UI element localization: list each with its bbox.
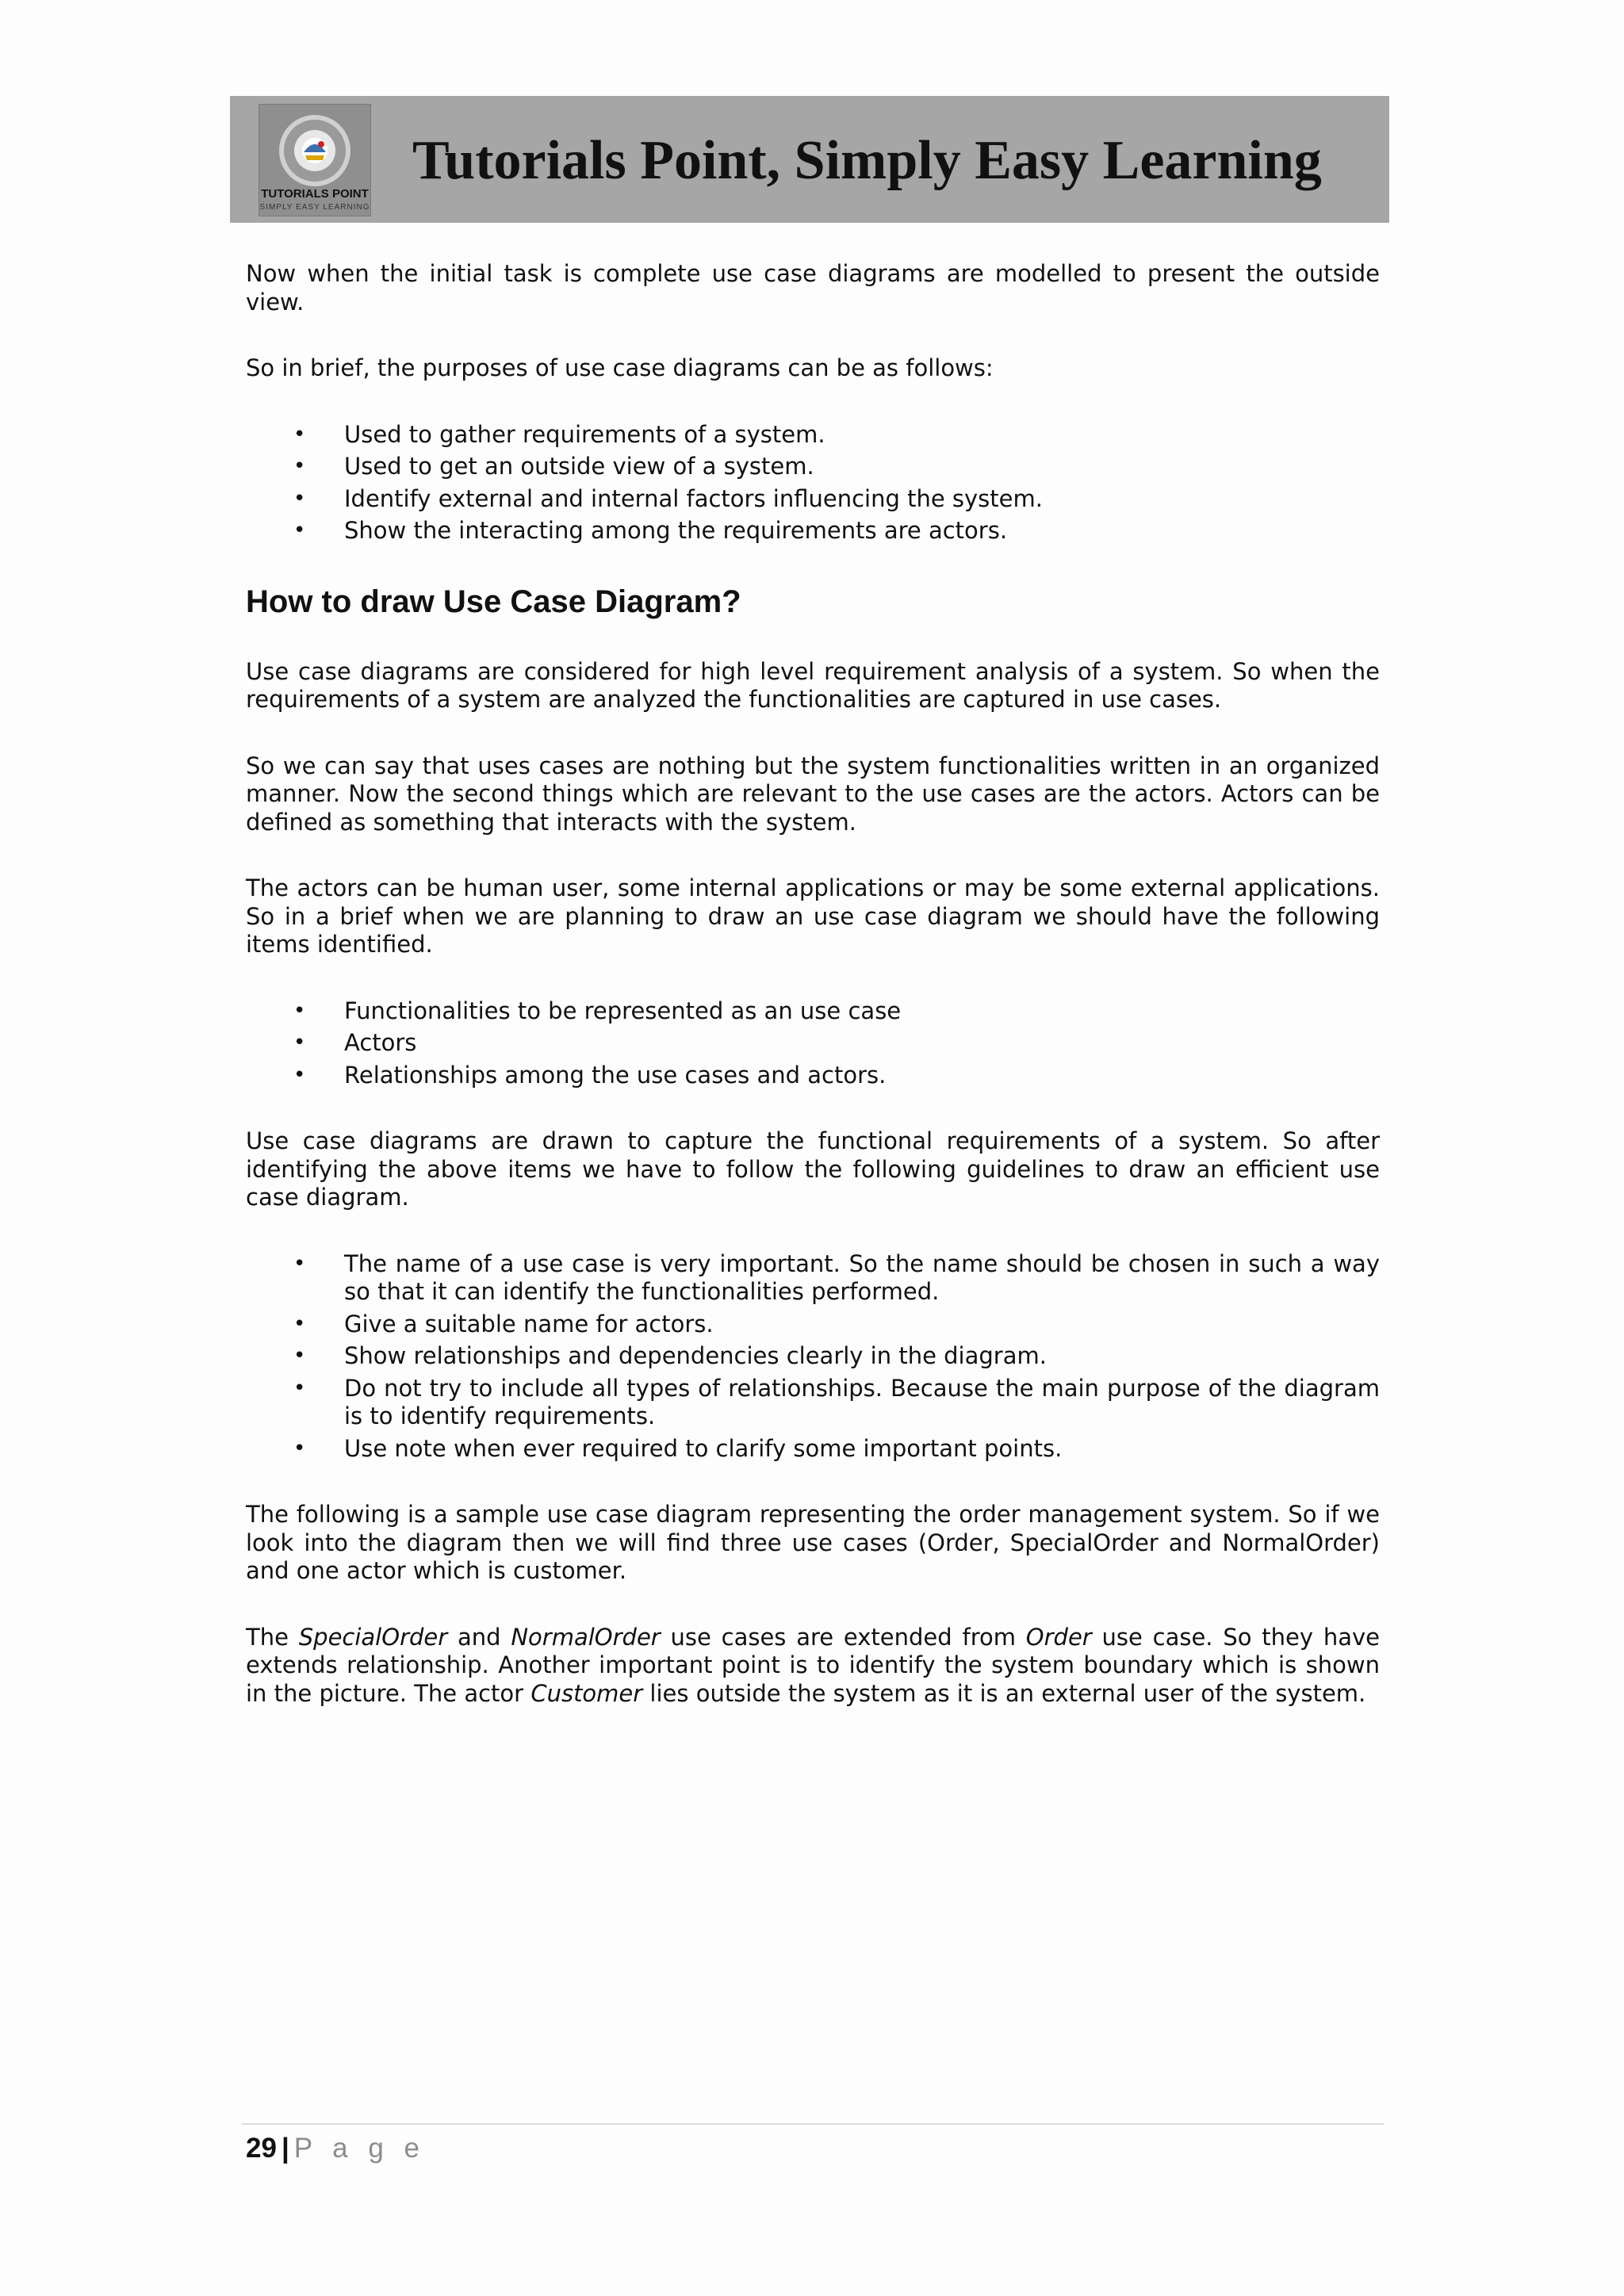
bullet-icon: • [293,998,306,1023]
guidelines-list [246,1250,1380,1464]
page-footer [246,2133,426,2164]
paragraph-intro: Now when the initial task is complete use case diagrams are modelled to present the outside view. [246,260,1380,316]
list-item: • Use note when ever required to clarify some important points. [293,1434,1063,1462]
list-item: • Relationships among the use cases and actors. [293,1061,887,1089]
logo-text: TUTORIALS POINT [261,187,369,201]
paragraph-extends: The SpecialOrder and NormalOrder use cases are extended from Order use case. So they have extends relationship. Another important point is to identify the system boundary which is shown in the picture. The actor Customer lies outside the system as it is an external user of the system. [246,1623,1381,1707]
bullet-icon: • [293,422,306,446]
bullet-icon: • [293,519,306,542]
list-item: • Used to get an outside view of a system. [293,453,814,480]
header-title: Tutorials Point, Simply Easy Learning [412,130,1322,191]
bullet-icon: • [293,1251,306,1276]
list-item: • Functionalities to be represented as an use case [293,997,902,1024]
purposes-list [246,421,1380,545]
paragraph-analysis: Use case diagrams are considered for high level requirement analysis of a system. So when the requirements of a system are analyzed the functionalities are captured in use cases. [246,657,1380,713]
bullet-icon: • [293,486,306,511]
list-item: • Identify external and internal factors influencing the system. [293,484,1043,512]
footer-divider [242,2123,1384,2125]
page-number: 29 [246,2133,277,2164]
list-item: • Do not try to include all types of relationships. Because the main purpose of the diagram is to identify requirements. [293,1374,1380,1429]
page-label: P a g e [293,2133,427,2164]
bullet-icon: • [293,1436,306,1460]
paragraph-purposes-lead: So in brief, the purposes of use case diagrams can be as follows: [246,354,994,381]
list-item: • Used to gather requirements of a system. [293,420,825,448]
logo-emblem [259,105,370,187]
list-item: • Actors [293,1029,417,1056]
paragraph-actors-intro: So we can say that uses cases are nothing but the system functionalities written in an organized manner. Now the second things which are relevant to the use cases are the actors. Actors can be defined as something that interacts with the system. [246,752,1380,836]
paragraph-sample-diagram: The following is a sample use case diagram representing the order management system. So if we look into the diagram then we will find three use cases (Order, SpecialOrder and NormalOrder) and one actor which is customer. [246,1501,1380,1584]
bullet-icon: • [293,1031,306,1054]
bullet-icon: • [293,1311,306,1336]
bullet-icon: • [293,1376,306,1400]
tutorials-point-logo [259,104,371,216]
footer-separator: | [281,2133,289,2164]
logo-subtext: SIMPLY EASY LEARNING [259,203,370,212]
bullet-icon: • [293,454,306,478]
bullet-icon: • [293,1344,306,1368]
bullet-icon: • [293,1062,306,1087]
paragraph-actors-types: The actors can be human user, some internal applications or may be some external applications. So in a brief when we are planning to draw an use case diagram we should have the following items identified. [246,874,1380,958]
list-item: • Give a suitable name for actors. [293,1310,714,1337]
list-item: • Show the interacting among the requirements are actors. [293,517,1008,544]
list-item: • Show relationships and dependencies clearly in the diagram. [293,1342,1047,1369]
page-content [246,260,1380,1746]
paragraph-guidelines-lead: Use case diagrams are drawn to capture the functional requirements of a system. So after identifying the above items we have to follow the following guidelines to draw an efficient use case diagram. [246,1127,1380,1211]
items-identified-list [246,997,1380,1090]
page-header [230,96,1389,223]
list-item: • The name of a use case is very important. So the name should be chosen in such a way so that it can identify the functionalities performed. [293,1249,1380,1305]
section-heading: How to draw Use Case Diagram? [246,584,741,619]
